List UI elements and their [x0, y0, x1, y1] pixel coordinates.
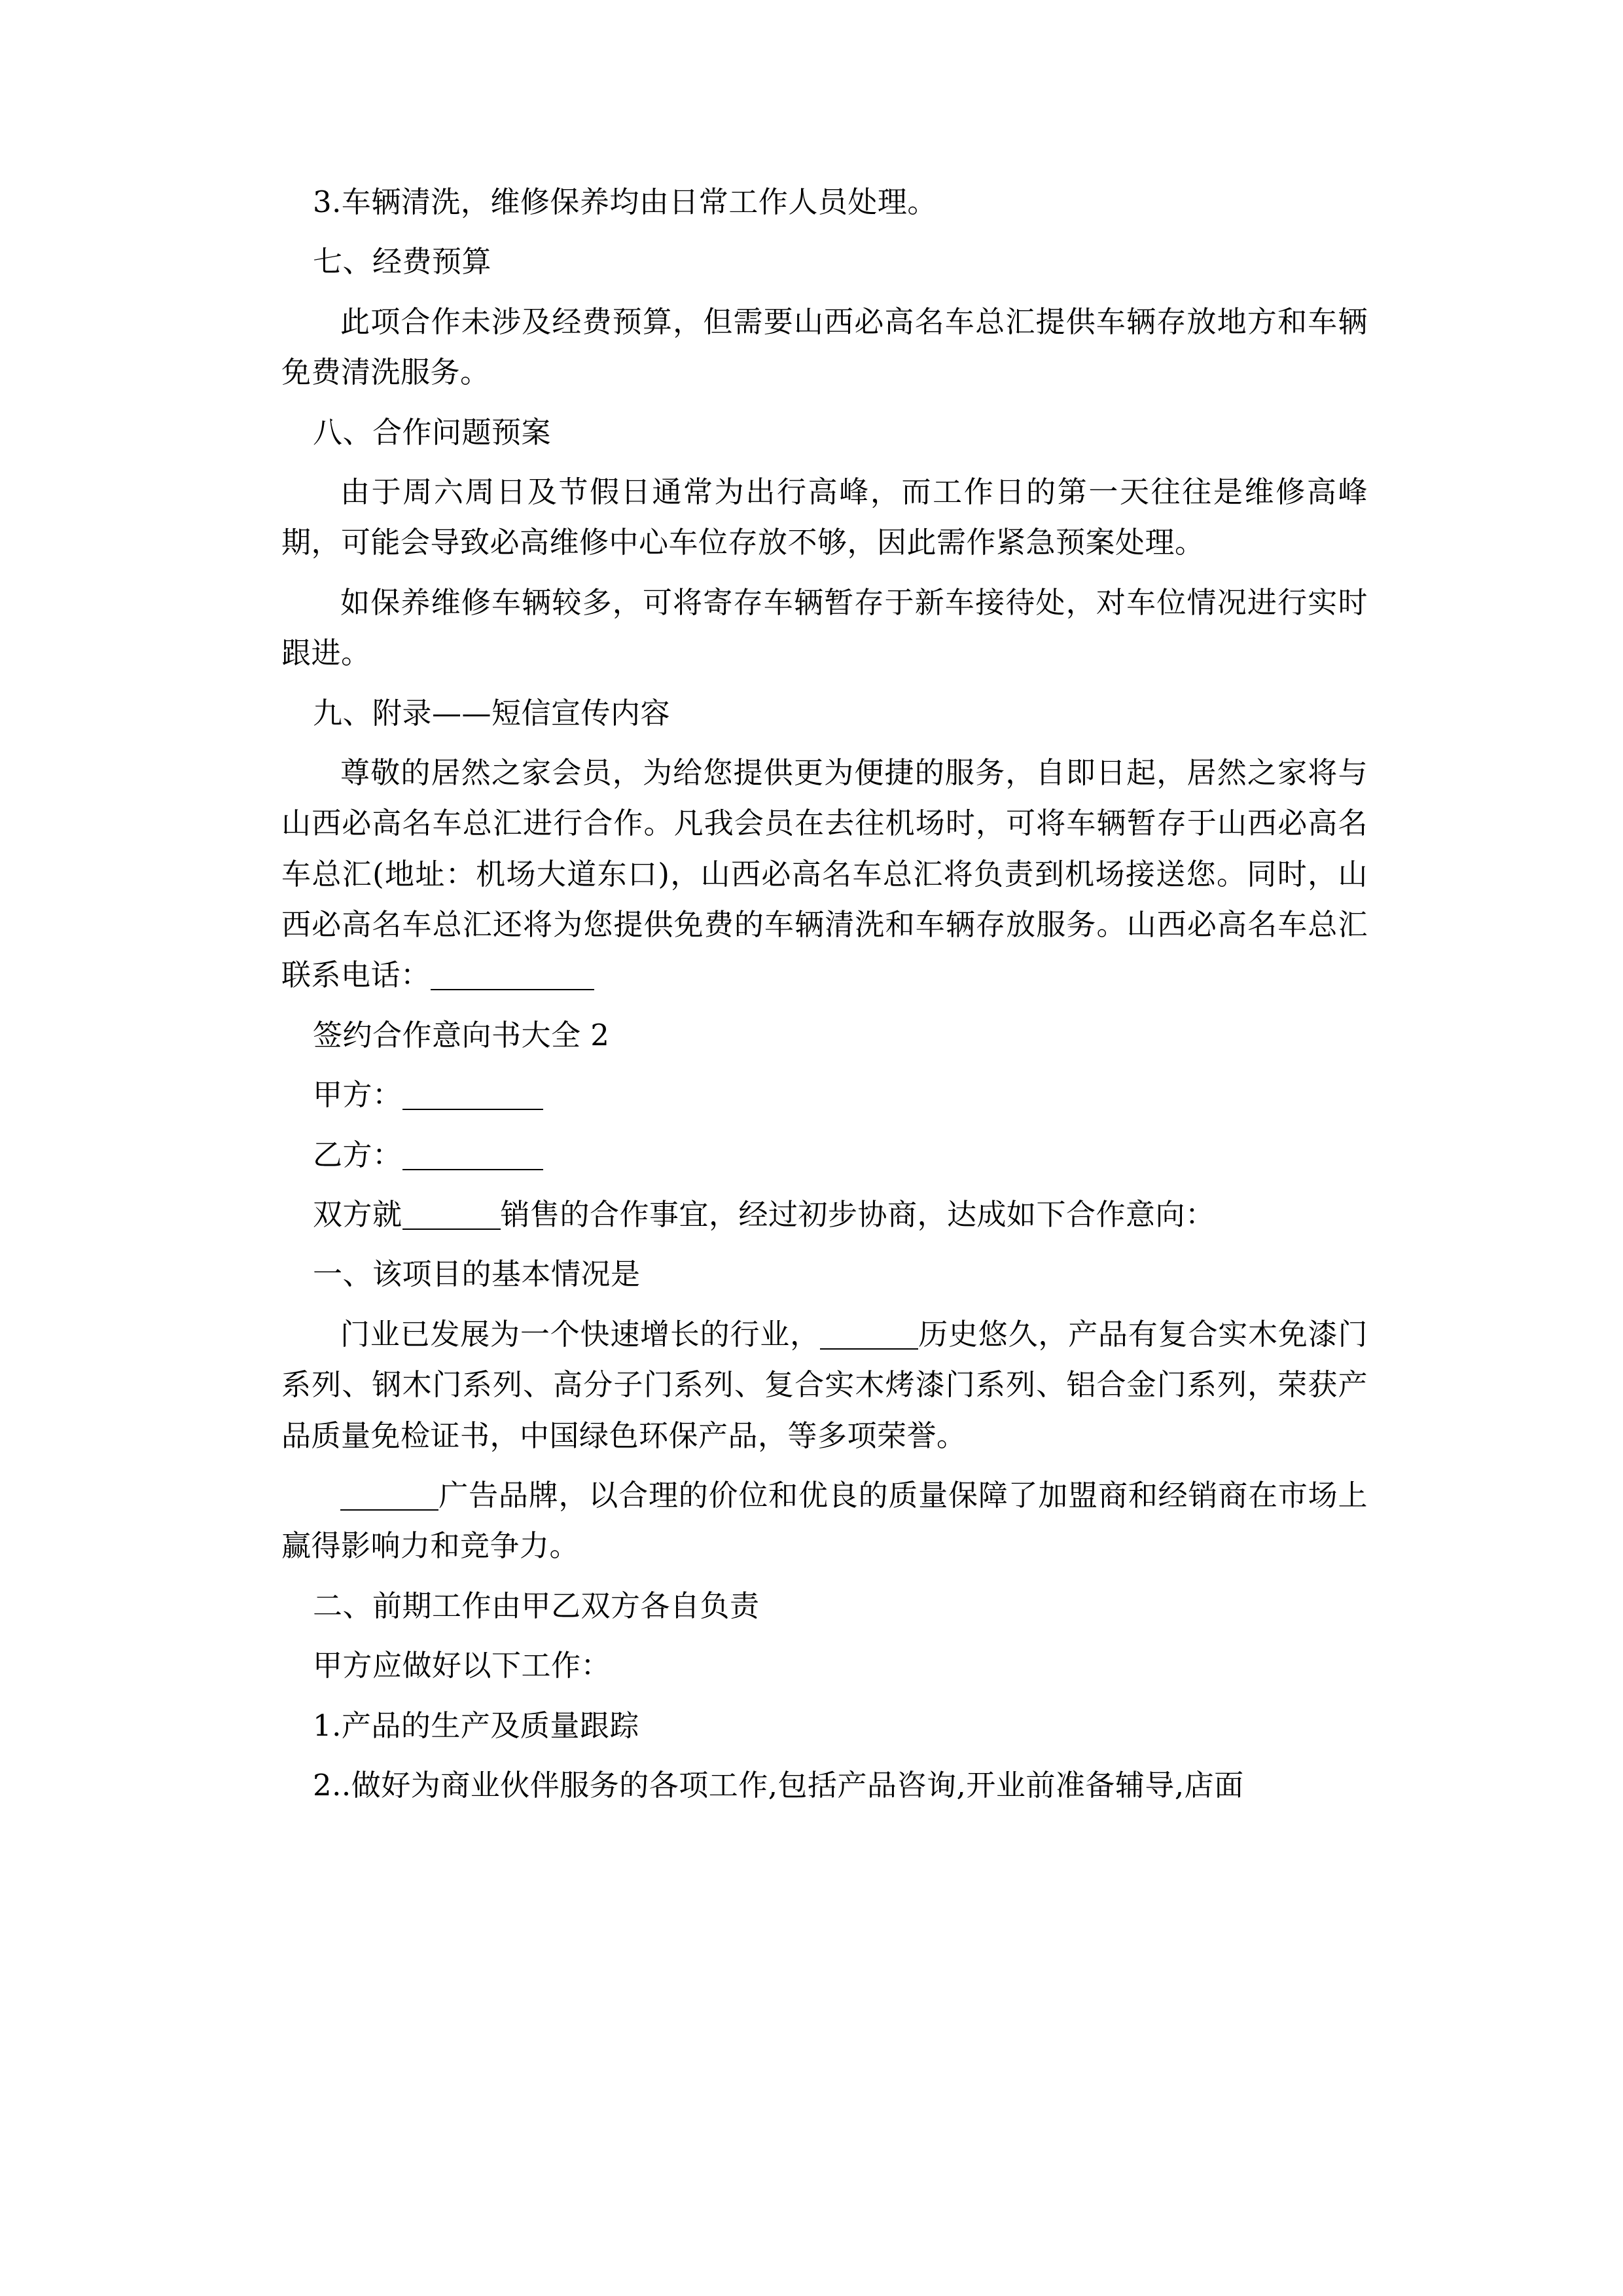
paragraph-parking: 如保养维修车辆较多，可将寄存车辆暂存于新车接待处，对车位情况进行实时跟进。 — [281, 584, 1368, 671]
intent-text-after: 销售的合作事宜，经过初步协商，达成如下合作意向： — [500, 1197, 1215, 1232]
party-b-line — [281, 1130, 1368, 1180]
brand-text-after: 广告品牌，以合理的价位和优良的质量保障了加盟商和经销商在市场上赢得影响力和竞争力。 — [281, 1477, 1368, 1564]
party-a-label: 甲方： — [313, 1077, 402, 1113]
sms-text: 尊敬的居然之家会员，为给您提供更为便捷的服务，自即日起，居然之家将与山西必高名车总汇进行合作。凡我会员在去往机场时，可将车辆暂存于山西必高名车总汇(地址：机场大道东口)，山西必高名车总汇将负责到机场接送您。同时，山西必高名车总汇还将为您提供免费的车辆清洗和车辆存放服务。山西必高名车总汇联系电话： — [281, 755, 1368, 993]
brand-blank-field-1[interactable] — [820, 1319, 918, 1350]
party-a-duties-label: 甲方应做好以下工作： — [313, 1648, 611, 1683]
section-heading-1: 一、该项目的基本情况是 — [313, 1257, 641, 1292]
party-b-blank-field[interactable] — [402, 1140, 543, 1170]
product-blank-field[interactable] — [402, 1200, 501, 1230]
duty-item-2: 2..做好为商业伙伴服务的各项工作,包括产品咨询,开业前准备辅导,店面 — [313, 1767, 1244, 1803]
paragraph-industry — [281, 1309, 1368, 1461]
section-heading-9: 九、附录——短信宣传内容 — [313, 695, 671, 730]
document-body — [281, 177, 1368, 1820]
paragraph-brand — [281, 1470, 1368, 1571]
section-heading-7: 七、经费预算 — [313, 244, 492, 279]
party-a-line — [281, 1069, 1368, 1120]
paragraph-contingency: 由于周六周日及节假日通常为出行高峰，而工作日的第一天往往是维修高峰期，可能会导致必高维修中心车位存放不够，因此需作紧急预案处理。 — [281, 474, 1368, 560]
brand-blank-field-2[interactable] — [340, 1480, 438, 1511]
intent-line — [281, 1189, 1368, 1240]
party-a-blank-field[interactable] — [402, 1080, 543, 1110]
phone-blank-field[interactable] — [431, 960, 594, 990]
paragraph-budget: 此项合作未涉及经费预算，但需要山西必高名车总汇提供车辆存放地方和车辆免费清洗服务。 — [281, 304, 1368, 390]
section-heading-2: 二、前期工作由甲乙双方各自负责 — [313, 1588, 760, 1623]
paragraph-sms-content — [281, 747, 1368, 1001]
paragraph-1: 3.车辆清洗，维修保养均由日常工作人员处理。 — [313, 185, 937, 219]
industry-text-before: 门业已发展为一个快速增长的行业， — [340, 1316, 820, 1352]
party-b-label: 乙方： — [313, 1137, 402, 1172]
section-heading-8: 八、合作问题预案 — [313, 414, 552, 450]
subtitle-agreement-2: 签约合作意向书大全 2 — [313, 1017, 610, 1052]
industry-text-after: 历史悠久，产品有复合实木免漆门系列、钢木门系列、高分子门系列、复合实木烤漆门系列、铝合金门系列，荣获产品质量免检证书，中国绿色环保产品，等多项荣誉。 — [281, 1316, 1368, 1453]
duty-item-1: 1.产品的生产及质量跟踪 — [313, 1708, 639, 1743]
intent-text-before: 双方就 — [313, 1197, 402, 1232]
